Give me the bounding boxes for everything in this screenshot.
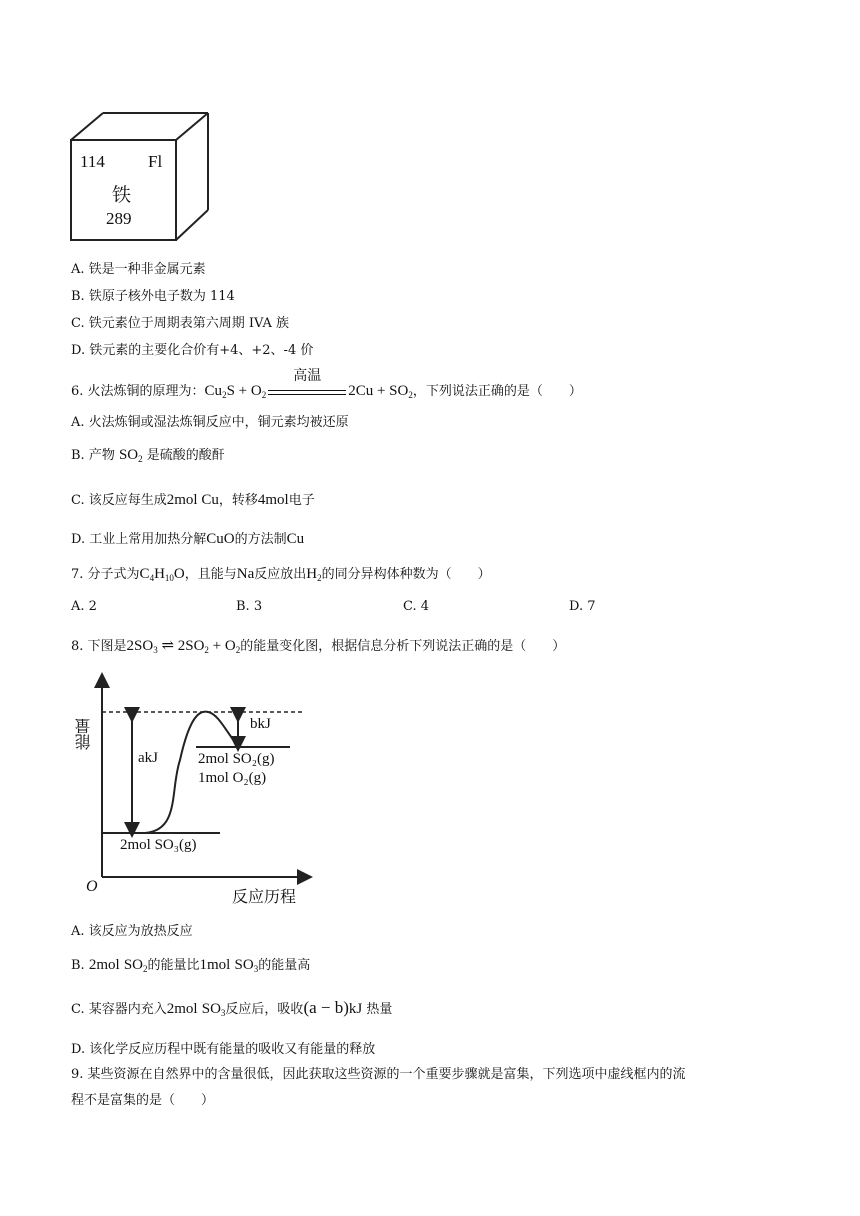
origin-label: O	[86, 878, 98, 895]
element-name: 铁	[112, 184, 132, 206]
q6-suffix: ，下列说法正确的是（ ）	[412, 384, 582, 399]
element-symbol: Fl	[148, 152, 163, 171]
q8-option-c-mid: 反应后，吸收	[225, 1002, 304, 1017]
q8-option-a: A. 该反应为放热反应	[71, 924, 193, 939]
q6-option-d-mid: 的方法制	[234, 532, 287, 547]
q6-option-b-post: 是硫酸的酸酐	[146, 448, 225, 463]
q8-option-c-expression: (a − b)	[303, 998, 349, 1017]
q6-option-b	[71, 444, 225, 464]
q8-option-b-amount1: 2mol	[88, 957, 120, 973]
q8-option-c-pre: C. 某容器内充入	[71, 1002, 167, 1017]
q8-equation: $2SO_3$ ⇌ $2SO_2 + O_2$	[126, 638, 241, 655]
q8-stem	[71, 635, 565, 655]
q7-option-d: D. 7	[569, 599, 596, 614]
element-cube	[66, 110, 216, 245]
element-number: 114	[80, 152, 105, 171]
reactants-label: 2mol SO₃(g)	[120, 837, 197, 853]
q7-option-b: B. 3	[236, 599, 263, 614]
q8-option-b	[71, 954, 310, 974]
q7-option-c: C. 4	[403, 599, 430, 614]
q6-option-c-electrons: 4mol	[257, 492, 289, 508]
h2-formula: $H_2$	[306, 566, 322, 583]
q8-option-c	[71, 998, 392, 1018]
q8-option-b-pre: B.	[71, 958, 89, 973]
q8-option-c-post: 热量	[366, 1002, 393, 1017]
products-label-2: 1mol O₂(g)	[198, 770, 267, 786]
q6-option-d-cu: Cu	[286, 531, 305, 547]
q6-option-c-amount: 2mol Cu	[166, 492, 219, 508]
reaction-arrow	[268, 367, 346, 399]
q8-option-d: D. 该化学反应历程中既有能量的吸收又有能量的释放	[71, 1042, 376, 1057]
equilibrium-arrow: ⇌	[161, 638, 175, 654]
a-label: akJ	[138, 750, 158, 766]
q8-option-b-mid: 的能量比	[147, 958, 200, 973]
reaction-condition: 高温	[293, 367, 322, 384]
q7-mid2: 反应放出	[254, 567, 307, 582]
y-axis-label: 能量	[74, 718, 93, 750]
q6-option-c-mid: ，转移	[218, 493, 258, 508]
q8-option-c-unit: kJ	[348, 1001, 363, 1017]
c4h10o-formula: $C_4H_{10}O$	[139, 566, 185, 583]
energy-diagram	[70, 670, 330, 910]
q9-line-2: 程不是富集的是（ ）	[71, 1093, 215, 1108]
q6-option-c	[71, 489, 315, 509]
q6-option-d-pre: D. 工业上常用加热分解	[71, 532, 207, 547]
q8-prefix: 8. 下图是	[71, 639, 127, 654]
q7-option-a: A. 2	[71, 599, 97, 614]
cube-outline	[66, 110, 216, 245]
x-axis-label: 反应历程	[232, 887, 297, 906]
element-mass: 289	[106, 209, 132, 228]
q6-option-d-cuo: CuO	[206, 531, 235, 547]
q6-option-c-post: 电子	[288, 493, 315, 508]
b-label: bkJ	[250, 716, 271, 732]
q5-option-a: A. 铁是一种非金属元素	[71, 262, 206, 277]
q5-option-d: D. 铁元素的主要化合价有+4、+2、-4 价	[71, 343, 314, 358]
q6-option-b-pre: B. 产物	[71, 448, 115, 463]
q5-option-c: C. 铁元素位于周期表第六周期 IVA 族	[71, 316, 290, 331]
q8-option-b-post: 的能量高	[258, 958, 311, 973]
energy-diagram-svg	[70, 670, 330, 910]
q7-prefix: 7. 分子式为	[71, 567, 140, 582]
q7-stem	[71, 563, 491, 583]
q6-prefix: 6. 火法炼铜的原理为：	[71, 384, 205, 399]
so2-formula: $SO_2$	[118, 447, 143, 464]
so3-formula-c: $SO_3$	[201, 1001, 226, 1018]
q6-option-c-pre: C. 该反应每生成	[71, 493, 167, 508]
na-symbol: Na	[236, 566, 255, 582]
q6-option-a: A. 火法炼铜或湿法炼铜反应中，铜元素均被还原	[71, 415, 349, 430]
products-label-1: 2mol SO₂(g)	[198, 751, 275, 767]
q6-stem	[71, 367, 582, 400]
q6-option-d	[71, 528, 304, 548]
so2-formula-b: $SO_2$	[123, 957, 148, 974]
q8-option-c-amount: 2mol	[166, 1001, 198, 1017]
q7-mid: ，且能与	[184, 567, 237, 582]
q7-suffix: 的同分异构体种数为（ ）	[321, 567, 491, 582]
q6-equation: $Cu_2S + O_2$ 高温 $2Cu + SO_2$	[205, 383, 413, 399]
q5-option-b: B. 铁原子核外电子数为 114	[71, 289, 235, 304]
q8-option-b-amount2: 1mol	[199, 957, 231, 973]
so3-formula-b: $SO_3$	[234, 957, 259, 974]
q8-suffix: 的能量变化图，根据信息分析下列说法正确的是（ ）	[240, 639, 566, 654]
q9-line-1: 9. 某些资源在自然界中的含量很低，因此获取这些资源的一个重要步骤就是富集，下列选项中虚线框内的流	[71, 1067, 686, 1082]
